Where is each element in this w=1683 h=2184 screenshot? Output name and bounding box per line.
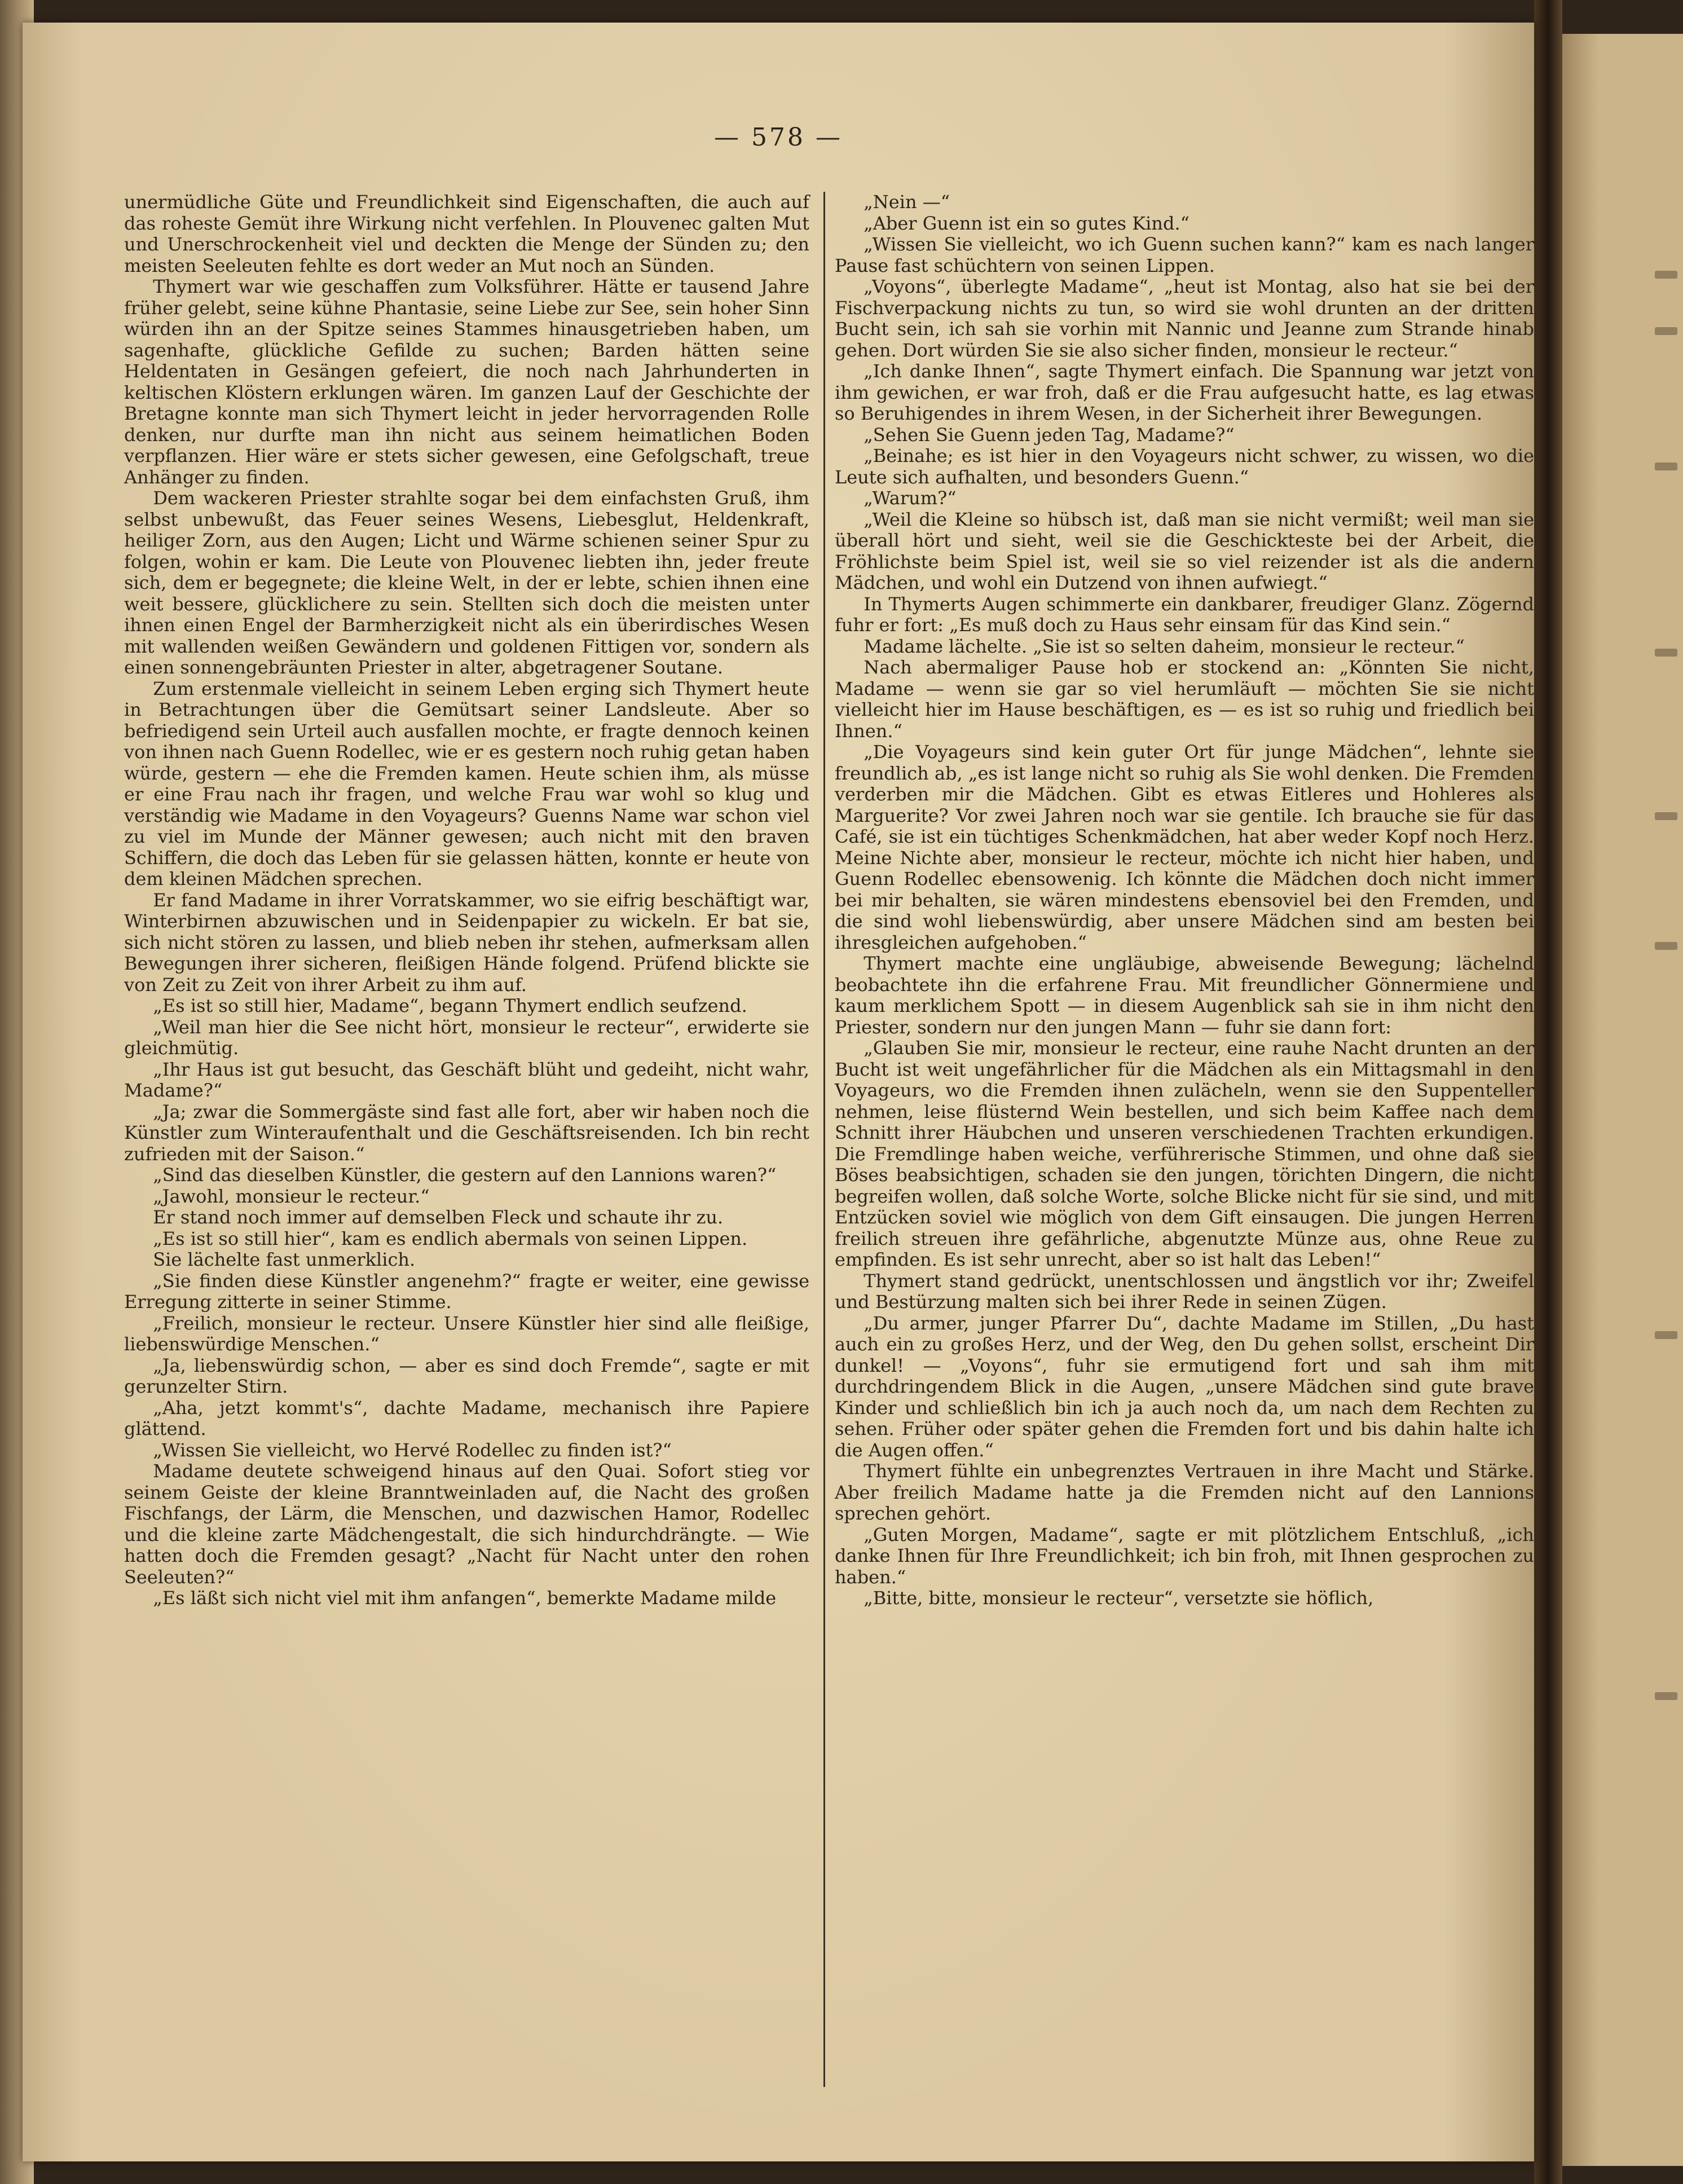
paragraph: „Ja, liebenswürdig schon, — aber es sind doch Fremde“, sagte er mit gerunzelter Stirn. [124,1354,809,1397]
paragraph: „Sehen Sie Guenn jeden Tag, Madame?“ [863,424,1235,446]
paragraph: „Freilich, monsieur le recteur. Unsere Künstler hier sind alle fleißige, liebenswürdige Menschen.“ [124,1312,809,1355]
paragraph: „Es ist so still hier“, kam es endlich abermals von seinen Lippen. [153,1227,748,1249]
paragraph: Thymert machte eine ungläubige, abweisende Bewegung; lächelnd beobachtete ihn die erfahrene Frau. Mit freundlicher Gönnermiene und kaum merklichem Spott — in diesem Augenblick sah sie in ihm nicht den Priester, sondern nur den jungen Mann — fuhr sie dann fort: [835,953,1534,1038]
paragraph: „Weil man hier die See nicht hört, monsieur le recteur“, erwiderte sie gleichmütig. [124,1016,809,1059]
paragraph: Nach abermaliger Pause hob er stockend an: „Könnten Sie nicht, Madame — wenn sie gar so viel herumläuft — möchten Sie sie nicht vielleicht hier im Hause beschäftigen, es — es ist so ruhig und friedlich bei Ihnen.“ [835,657,1534,742]
paragraph: Dem wackeren Priester strahlte sogar bei dem einfachsten Gruß, ihm selbst unbewußt, das Feuer seines Wesens, Liebesglut, Heldenkraft, heiliger Zorn, aus den Augen; Licht und Wärme schienen seiner Spur zu folgen, wohin er kam. Die Leute von Plouvenec liebten ihn, jeder freute sich, dem er begegnete; die kleine Welt, in der er lebte, schien ihnen eine weit bessere, glücklichere zu sein. Stellten sich doch die meisten unter ihnen einen Engel der Barmherzigkeit nicht als ein überirdisches Wesen mit wallenden weißen Gewändern und goldenen Fittigen vor, sondern als einen sonnengebräunten Priester in alter, abgetragener Soutane. [124,487,809,678]
paragraph: Sie lächelte fast unmerklich. [153,1249,416,1270]
paragraph: „Beinahe; es ist hier in den Voyageurs nicht schwer, zu wissen, wo die Leute sich aufhalten, und besonders Guenn.“ [835,445,1534,488]
paragraph: Madame lächelte. „Sie ist so selten daheim, monsieur le recteur.“ [863,635,1465,657]
facing-page-bleed [1655,649,1677,657]
paragraph: „Warum?“ [863,487,957,509]
page-number: — 578 — [714,123,843,152]
paragraph: „Glauben Sie mir, monsieur le recteur, eine rauhe Nacht drunten an der Bucht ist weit ungefährlicher für die Mädchen als ein Mittagsmahl in den Voyageurs, wo die Fremden ihnen zulächeln, wenn sie den Suppenteller nehmen, leise flüsternd Wein bestellen, und sich beim Kaffee nach dem Schnitt ihrer Häubchen und unseren verschiedenen Trachten erkundigen. Die Fremdlinge haben weiche, verführerische Stimmen, und ohne daß sie Böses beabsichtigen, schaden sie den jungen, törichten Dingern, die nicht begreifen wollen, daß solche Worte, solche Blicke nicht für sie sind, und mit Entzücken soviel wie möglich von dem Gift einsaugen. Die jungen Herren freilich streuen ihre gefährliche, abgenutzte Münze aus, ohne Reue zu empfinden. Es ist sehr unrecht, aber so ist halt das Leben!“ [835,1037,1534,1270]
paragraph: Thymert fühlte ein unbegrenztes Vertrauen in ihre Macht und Stärke. Aber freilich Madame hatte ja die Fremden nicht auf den Lannions sprechen gehört. [835,1460,1534,1524]
facing-page-edge [1562,34,1683,2166]
paragraph: Madame deutete schweigend hinaus auf den Quai. Sofort stieg vor seinem Geiste der kleine Branntweinladen auf, die Nacht des großen Fischfangs, der Lärm, die Menschen, und dazwischen Hamor, Rodellec und die kleine zarte Mädchengestalt, die sich hindurchdrängte. — Wie hatten doch die Fremden gesagt? „Nacht für Nacht unter den rohen Seeleuten?“ [124,1460,809,1588]
facing-page-bleed [1655,942,1677,950]
book-gutter [1534,0,1562,2184]
paragraph: „Voyons“, überlegte Madame“, „heut ist Montag, also hat sie bei der Fischverpackung nichts zu tun, so wird sie wohl drunten an der dritten Bucht sein, ich sah sie vorhin mit Nannic und Jeanne zum Strande hinab gehen. Dort würden Sie sie also sicher finden, monsieur le recteur.“ [835,276,1534,361]
paragraph: unermüdliche Güte und Freundlichkeit sind Eigenschaften, die auch auf das roheste Gemüt ihre Wirkung nicht verfehlen. In Plouvenec galten Mut und Unerschrockenheit viel und deckten die Menge der Sünden zu; den meisten Seeleuten fehlte es dort weder an Mut noch an Sünden. [124,191,809,276]
paragraph: „Jawohl, monsieur le recteur.“ [153,1185,430,1207]
facing-page-bleed [1655,271,1677,279]
paragraph: Zum erstenmale vielleicht in seinem Leben erging sich Thymert heute in Betrachtungen über die Gemütsart seiner Landsleute. Aber so befriedigend sein Urteil auch ausfallen mochte, er fragte dennoch keinen von ihnen nach Guenn Rodellec, wie er es gestern noch ruhig getan haben würde, gestern — ehe die Fremden kamen. Heute schien ihm, als müsse er eine Frau nach ihr fragen, und welche Frau war wohl so klug und verständig wie Madame in den Voyageurs? Guenns Name war schon viel zu viel im Munde der Männer gewesen; auch nicht mit den braven Schiffern, die doch das Leben für sie gelassen hätten, konnte er heute von dem kleinen Mädchen sprechen. [124,677,809,890]
facing-page-bleed [1655,463,1677,470]
paragraph: „Wissen Sie vielleicht, wo Hervé Rodellec zu finden ist?“ [153,1439,672,1461]
paragraph: „Nein —“ [863,191,950,213]
facing-page-bleed [1655,812,1677,820]
paragraph: „Weil die Kleine so hübsch ist, daß man sie nicht vermißt; weil man sie überall hört und sieht, weil sie die Geschickteste bei der Arbeit, die Fröhlichste beim Spiel ist, weil sie so viel reizender ist als die andern Mädchen, und wohl ein Dutzend von ihnen aufwiegt.“ [835,508,1534,593]
paragraph: Thymert war wie geschaffen zum Volksführer. Hätte er tausend Jahre früher gelebt, seine kühne Phantasie, seine Liebe zur See, sein hoher Sinn würden ihn an der Spitze seines Stammes hinausgetrieben haben, um sagenhafte, glückliche Gefilde zu suchen; Barden hätten seine Heldentaten in Gesängen gefeiert, die noch nach Jahrhunderten in keltischen Klöstern erklungen wären. Im ganzen Lauf der Geschichte der Bretagne konnte man sich Thymert leicht in jeder hervorragenden Rolle denken, nur durfte man ihn nicht aus seinem heimatlichen Boden verpflanzen. Hier wäre er stets sicher gewesen, eine Gefolgschaft, treue Anhänger zu finden. [124,276,809,488]
facing-page-bleed [1655,1331,1677,1339]
paragraph: „Wissen Sie vielleicht, wo ich Guenn suchen kann?“ kam es nach langer Pause fast schüchtern von seinen Lippen. [835,234,1534,276]
column-divider [823,192,825,2087]
paragraph: „Ja; zwar die Sommergäste sind fast alle fort, aber wir haben noch die Künstler zum Winteraufenthalt und die Geschäftsreisenden. Ich bin recht zufrieden mit der Saison.“ [124,1100,809,1165]
paragraph: Er fand Madame in ihrer Vorratskammer, wo sie eifrig beschäftigt war, Winterbirnen abzuwischen und in Seidenpapier zu wickeln. Er bat sie, sich nicht stören zu lassen, und blieb neben ihr stehen, aufmerksam allen Bewegungen ihrer sicheren, fleißigen Hände folgend. Prüfend blickte sie von Zeit zu Zeit von ihrer Arbeit zu ihm auf. [124,889,809,996]
paragraph: Er stand noch immer auf demselben Fleck und schaute ihr zu. [153,1207,724,1228]
paragraph: „Du armer, junger Pfarrer Du“, dachte Madame im Stillen, „Du hast auch ein zu großes Herz, und der Weg, den Du gehen sollst, erscheint Dir dunkel! — „Voyons“, fuhr sie ermutigend fort und sah ihm mit durchdringendem Blick in die Augen, „unsere Mädchen sind gute brave Kinder und schließlich bin ich ja auch noch da, um nach dem Rechten zu sehen. Früher oder später gehen die Fremden fort und bis dahin halte ich die Augen offen.“ [835,1312,1534,1461]
paragraph: „Es ist so still hier, Madame“, begann Thymert endlich seufzend. [153,995,747,1016]
paragraph: „Ich danke Ihnen“, sagte Thymert einfach. Die Spannung war jetzt von ihm gewichen, er war froh, daß er die Frau aufgesucht hatte, es lag etwas so Beruhigendes in ihrem Wesen, in der Sicherheit ihrer Bewegungen. [835,360,1534,424]
paragraph: „Die Voyageurs sind kein guter Ort für junge Mädchen“, lehnte sie freundlich ab, „es ist lange nicht so ruhig als Sie wohl denken. Die Fremden verderben mir die Mädchen. Gibt es etwas Eitleres und Hohleres als Marguerite? Vor zwei Jahren noch war sie gentile. Ich brauche sie für das Café, sie ist ein tüchtiges Schenkmädchen, hat aber weder Kopf noch Herz. Meine Nichte aber, monsieur le recteur, möchte ich nicht hier haben, und Guenn Rodellec ebensowenig. Ich könnte die Mädchen doch nicht immer bei mir behalten, sie wären mindestens ebensoviel bei den Fremden, und die sind wohl liebenswürdig, aber unsere Mädchen sind am besten bei ihresgleichen aufgehoben.“ [835,741,1534,953]
right-column [835,192,1534,2121]
paragraph: „Aha, jetzt kommt's“, dachte Madame, mechanisch ihre Papiere glättend. [124,1397,809,1439]
paragraph: „Guten Morgen, Madame“, sagte er mit plötzlichem Entschluß, „ich danke Ihnen für Ihre Freundlichkeit; ich bin froh, mit Ihnen gesprochen zu haben.“ [835,1523,1534,1588]
paragraph: „Sind das dieselben Künstler, die gestern auf den Lannions waren?“ [153,1164,777,1186]
paragraph: „Bitte, bitte, monsieur le recteur“, versetzte sie höflich, [863,1587,1374,1609]
paragraph: In Thymerts Augen schimmerte ein dankbarer, freudiger Glanz. Zögernd fuhr er fort: „Es muß doch zu Haus sehr einsam für das Kind sein.“ [835,593,1534,636]
left-column [124,192,809,2121]
paragraph: „Ihr Haus ist gut besucht, das Geschäft blüht und gedeiht, nicht wahr, Madame?“ [124,1058,809,1101]
paragraph: „Aber Guenn ist ein so gutes Kind.“ [863,212,1190,234]
paragraph: „Sie finden diese Künstler angenehm?“ fragte er weiter, eine gewisse Erregung zitterte in seiner Stimme. [124,1270,809,1313]
book-page [23,23,1534,2161]
facing-page-bleed [1655,1692,1677,1700]
paragraph: Thymert stand gedrückt, unentschlossen und ängstlich vor ihr; Zweifel und Bestürzung malten sich bei ihrer Rede in seinen Zügen. [835,1270,1534,1313]
facing-page-bleed [1655,327,1677,335]
paragraph: „Es läßt sich nicht viel mit ihm anfangen“, bemerkte Madame milde [153,1587,777,1609]
